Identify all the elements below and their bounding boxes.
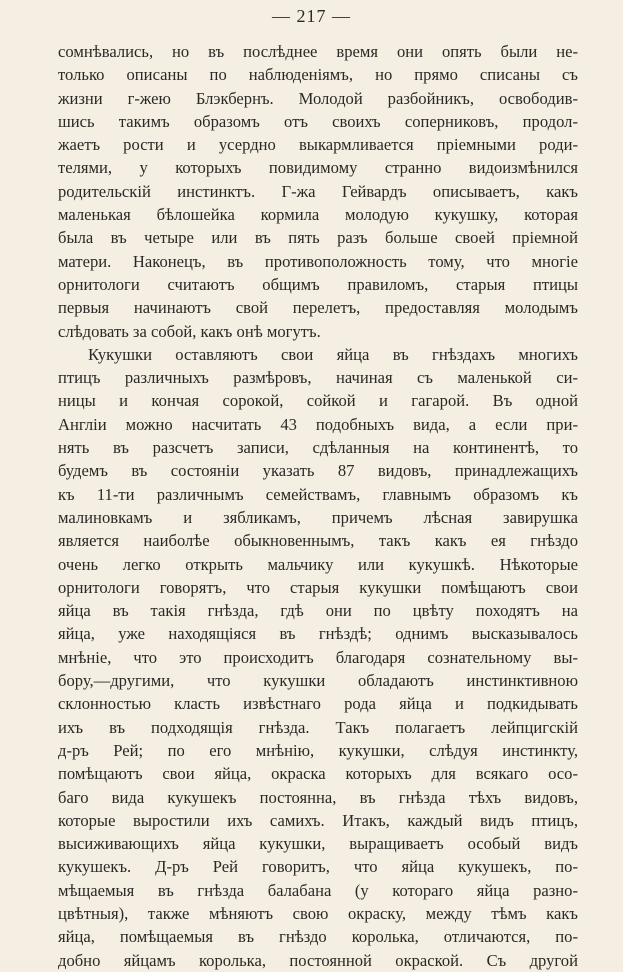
text-line: была въ четыре или въ пять разъ больше своей пріемной (58, 228, 578, 248)
text-line: ницы и кончая сорокой, сойкой и гагарой. Въ одной (58, 391, 578, 411)
text-line: мѣщаемыя въ гнѣзда балабана (у котораго яйца разно- (58, 880, 578, 900)
text-line: будемъ въ состояніи указать 87 видовъ, принадлежащихъ (58, 461, 578, 481)
text-line: телями, у которыхъ повидимому странно видоизмѣнился (58, 158, 578, 178)
text-line: цвѣтныя), также мѣняютъ свою окраску, между тѣмъ какъ (58, 903, 578, 923)
text-line: высиживающихъ яйца кукушки, выращиваетъ особый видъ (58, 834, 578, 854)
text-line: склонностью класть извѣстнаго рода яйца и подкидывать (58, 694, 578, 714)
text-line: мнѣніе, что это происходитъ благодаря сознательному вы- (58, 647, 578, 667)
text-line: птицъ различныхъ размѣровъ, начиная съ маленькой си- (58, 368, 578, 388)
text-line: яйца въ такія гнѣзда, гдѣ они по цвѣту походятъ на (58, 601, 578, 621)
text-line: бору,—другими, что кукушки обладаютъ инстинктивною (58, 671, 578, 691)
text-line: баго вида кукушекъ постоянна, въ гнѣзда тѣхъ видовъ, (58, 787, 578, 807)
text-line: очень легко открыть мальчику или кукушкѣ. Нѣкоторые (58, 554, 578, 574)
text-line: ихъ въ подходящія гнѣзда. Такъ полагаетъ лейпцигскій (58, 717, 578, 737)
text-line: которые выростили ихъ самихъ. Итакъ, каждый видъ птицъ, (58, 810, 578, 830)
text-line: д-ръ Рей; по его мнѣнію, кукушки, слѣдуя инстинкту, (58, 740, 578, 760)
text-line: матери. Наконецъ, въ противоположность тому, что многіе (58, 251, 578, 271)
text-line: слѣдовать за собой, какъ онѣ могутъ. (58, 321, 321, 341)
text-line: яйца, уже находящіяся въ гнѣздѣ; однимъ высказывалось (58, 624, 578, 644)
text-line: кукушекъ. Д-ръ Рей говоритъ, что яйца кукушекъ, по- (58, 857, 578, 877)
text-line: жаетъ рости и усердно выкармливается пріемными роди- (58, 135, 578, 155)
page-number: — 217 — (272, 6, 351, 26)
text-line: только описаны по наблюденіямъ, но прямо списаны съ (58, 65, 578, 85)
text-line: сомнѣвались, но въ послѣднее время они опять были не- (58, 42, 578, 61)
text-line: малиновкамъ и зябликамъ, причемъ лѣсная завирушка (58, 507, 578, 527)
text-line: орнитологи говорятъ, что старыя кукушки помѣщаютъ свои (58, 577, 578, 597)
text-line: маленькая бѣлошейка кормила молодую кукушку, которая (58, 205, 578, 225)
text-line: помѣщаютъ свои яйца, окраска которыхъ для всякаго осо- (58, 764, 578, 784)
text-line: орнитологи считаютъ общимъ правиломъ, старыя птицы (58, 274, 578, 294)
text-line: первыя начинаютъ свой перелетъ, предоставляя молодымъ (58, 298, 578, 318)
text-line: Англіи можно насчитать 43 подобныхъ вида, а если при- (58, 414, 578, 434)
text-line: нять въ разсчетъ записи, сдѣланныя на континентѣ, то (58, 438, 578, 458)
text-line: добно яйцамъ королька, постоянной окраской. Съ другой (58, 950, 578, 970)
text-line: къ 11-ти различнымъ семействамъ, главнымъ образомъ къ (58, 484, 578, 504)
text-line: жизни г-жею Блэкбернъ. Молодой разбойникъ, освободив- (58, 88, 578, 108)
text-line: является наиболѣе обыкновеннымъ, такъ какъ ея гнѣздо (58, 531, 578, 551)
body-text (58, 40, 578, 972)
text-line: родительскій инстинктъ. Г-жа Гейвардъ описываетъ, какъ (58, 181, 578, 201)
text-line: яйца, помѣщаемыя въ гнѣздо королька, отличаются, по- (58, 927, 578, 947)
text-line: Кукушки оставляютъ свои яйца въ гнѣздахъ многихъ (88, 344, 578, 364)
text-line: шись такимъ образомъ отъ своихъ соперниковъ, продол- (58, 111, 578, 131)
